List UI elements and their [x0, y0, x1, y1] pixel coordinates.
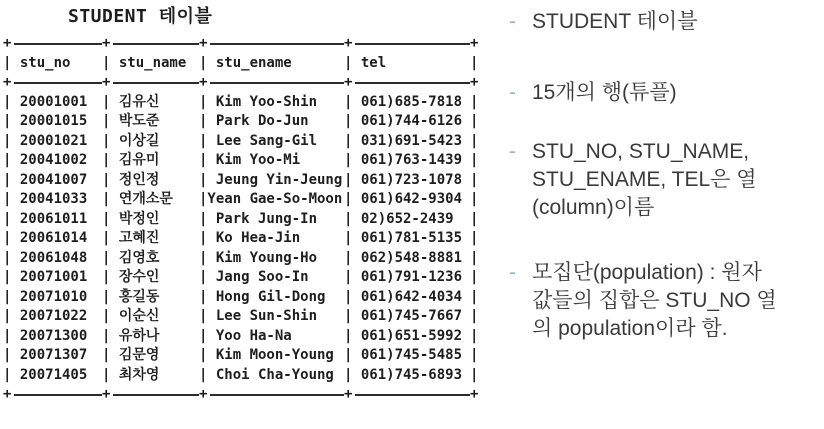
cell-tel: | 061)791-1236	[344, 269, 463, 285]
student-table-panel	[3, 2, 489, 405]
border-plus: +	[344, 73, 470, 93]
cell-stu_name: | 정인정	[102, 171, 160, 188]
note-text: STU_NO, STU_NAME, STU_ENAME, TEL은 열 (column)이름	[532, 140, 757, 219]
cell-stu_no: | 20071022	[3, 308, 88, 324]
border-plus: +	[344, 34, 470, 54]
border-plus: +	[199, 34, 344, 54]
bullet-dash-icon: -	[509, 140, 516, 163]
cell-stu_name: | 장수인	[102, 269, 160, 285]
note-item-population	[509, 259, 778, 343]
table-border-row	[3, 73, 489, 93]
border-plus: +	[3, 385, 102, 405]
row-end-pipe: |	[470, 269, 479, 285]
bullet-dash-icon: -	[509, 81, 516, 104]
table-row	[3, 112, 489, 132]
cell-stu_ename: | Kim Young-Ho	[199, 249, 318, 266]
cell-tel: | 062)548-8881	[344, 249, 463, 266]
cell-tel: | 061)651-5992	[344, 327, 463, 344]
table-row	[3, 190, 489, 210]
cell-stu_no: | 20061011	[3, 210, 88, 227]
border-plus: +	[3, 34, 102, 54]
cell-stu_no: | 20041007	[3, 171, 88, 188]
cell-stu_name: | 박정인	[102, 210, 160, 227]
cell-stu_ename: |Yean Gae-So-Moon	[199, 191, 343, 207]
table-row	[3, 93, 489, 113]
cell-stu_ename: | Lee Sun-Shin	[199, 308, 318, 324]
cell-stu_ename: | Park Do-Jun	[199, 113, 309, 129]
note-item-student-table	[509, 8, 778, 36]
table-row	[3, 132, 489, 152]
cell-tel: | 061)685-7818	[344, 93, 463, 110]
cell-stu_name: | 김유신	[102, 93, 160, 110]
column-header-stu_ename: | stu_ename	[199, 54, 292, 71]
cell-stu_no: | 20071001	[3, 269, 88, 285]
cell-stu_ename: | Kim Moon-Young	[199, 347, 334, 363]
cell-stu_no: | 20071405	[3, 366, 88, 383]
cell-tel: | 061)781-5135	[344, 230, 463, 246]
border-plus: +	[102, 385, 199, 405]
cell-tel: | 061)744-6126	[344, 113, 463, 129]
cell-stu_no: | 20001021	[3, 132, 88, 149]
cell-stu_name: | 이상길	[102, 132, 160, 149]
note-text: STUDENT 테이블	[532, 10, 698, 33]
table-row	[3, 366, 489, 386]
row-end-pipe: |	[470, 210, 479, 227]
cell-stu_no: | 20041002	[3, 152, 88, 168]
cell-stu_ename: | Yoo Ha-Na	[199, 327, 292, 344]
cell-tel: | 061)745-6893	[344, 366, 463, 383]
row-end-pipe: |	[470, 93, 479, 110]
border-plus: +	[470, 35, 479, 51]
row-end-pipe: |	[470, 54, 479, 71]
note-item-row-count	[509, 79, 778, 107]
cell-stu_ename: | Kim Yoo-Mi	[199, 152, 301, 168]
row-end-pipe: |	[470, 347, 479, 363]
cell-tel: | 061)642-4034	[344, 288, 463, 305]
cell-stu_ename: | Jang Soo-In	[199, 269, 309, 285]
column-header-stu_no: | stu_no	[3, 54, 71, 71]
border-plus: +	[3, 73, 102, 93]
column-header-stu_name: | stu_name	[102, 54, 187, 71]
border-plus: +	[199, 73, 344, 93]
cell-tel: | 061)763-1439	[344, 152, 463, 168]
cell-tel: | 061)745-7667	[344, 308, 463, 324]
ascii-table	[3, 34, 489, 405]
row-end-pipe: |	[470, 152, 479, 168]
table-row	[3, 151, 489, 171]
border-plus: +	[470, 386, 479, 402]
table-border-row	[3, 34, 489, 54]
cell-stu_name: | 최차영	[102, 366, 160, 383]
bullet-dash-icon: -	[509, 10, 516, 33]
cell-stu_name: | 이순신	[102, 308, 160, 324]
table-row	[3, 327, 489, 347]
cell-tel: | 031)691-5423	[344, 132, 463, 149]
cell-tel: | 02)652-2439	[344, 210, 454, 227]
cell-stu_no: | 20041033	[3, 191, 88, 207]
cell-stu_no: | 20061048	[3, 249, 88, 266]
cell-stu_no: | 20071010	[3, 288, 88, 305]
cell-tel: | 061)745-5485	[344, 347, 463, 363]
cell-stu_ename: | Kim Yoo-Shin	[199, 93, 318, 110]
cell-stu_name: | 김영호	[102, 249, 160, 266]
row-end-pipe: |	[470, 249, 479, 266]
cell-stu_ename: | Choi Cha-Young	[199, 366, 334, 383]
note-item-column-names	[509, 138, 778, 222]
row-end-pipe: |	[470, 327, 479, 344]
table-row	[3, 346, 489, 366]
table-row	[3, 288, 489, 308]
cell-stu_ename: | Park Jung-In	[199, 210, 318, 227]
cell-stu_no: | 20001001	[3, 93, 88, 110]
cell-stu_ename: | Hong Gil-Dong	[199, 288, 326, 305]
table-row	[3, 210, 489, 230]
cell-stu_name: | 김문영	[102, 347, 160, 363]
cell-stu_no: | 20071300	[3, 327, 88, 344]
row-end-pipe: |	[470, 366, 479, 383]
border-plus: +	[102, 34, 199, 54]
cell-tel: | 061)642-9304	[344, 191, 463, 207]
cell-stu_no: | 20001015	[3, 113, 88, 129]
table-row	[3, 268, 489, 288]
table-row	[3, 229, 489, 249]
cell-stu_name: | 연개소문	[102, 191, 173, 207]
table-border-row	[3, 385, 489, 405]
cell-stu_name: | 고혜진	[102, 230, 160, 246]
border-plus: +	[344, 385, 470, 405]
cell-stu_ename: | Jeung Yin-Jeung	[199, 171, 343, 188]
cell-stu_ename: | Lee Sang-Gil	[199, 132, 318, 149]
row-end-pipe: |	[470, 191, 479, 207]
border-plus: +	[102, 73, 199, 93]
table-title: STUDENT 테이블	[68, 6, 213, 27]
note-text: 모집단(population) : 원자 값들의 집합은 STU_NO 열의 population이라 함.	[532, 261, 777, 340]
cell-stu_ename: | Ko Hea-Jin	[199, 230, 301, 246]
row-end-pipe: |	[470, 230, 479, 246]
row-end-pipe: |	[470, 132, 479, 149]
table-row	[3, 249, 489, 269]
row-end-pipe: |	[470, 171, 479, 188]
cell-stu_name: | 홍길동	[102, 288, 160, 305]
row-end-pipe: |	[470, 308, 479, 324]
cell-tel: | 061)723-1078	[344, 171, 463, 188]
cell-stu_name: | 박도준	[102, 113, 160, 129]
bullet-dash-icon: -	[509, 261, 516, 284]
note-text: 15개의 행(튜플)	[532, 81, 677, 104]
row-end-pipe: |	[470, 288, 479, 305]
cell-stu_no: | 20071307	[3, 347, 88, 363]
border-plus: +	[199, 385, 344, 405]
cell-stu_name: | 김유미	[102, 152, 160, 168]
table-header-row	[3, 54, 489, 74]
table-row	[3, 307, 489, 327]
cell-stu_no: | 20061014	[3, 230, 88, 246]
column-header-tel: | tel	[344, 54, 387, 71]
cell-stu_name: | 유하나	[102, 327, 160, 344]
table-row	[3, 171, 489, 191]
row-end-pipe: |	[470, 113, 479, 129]
border-plus: +	[470, 74, 479, 90]
